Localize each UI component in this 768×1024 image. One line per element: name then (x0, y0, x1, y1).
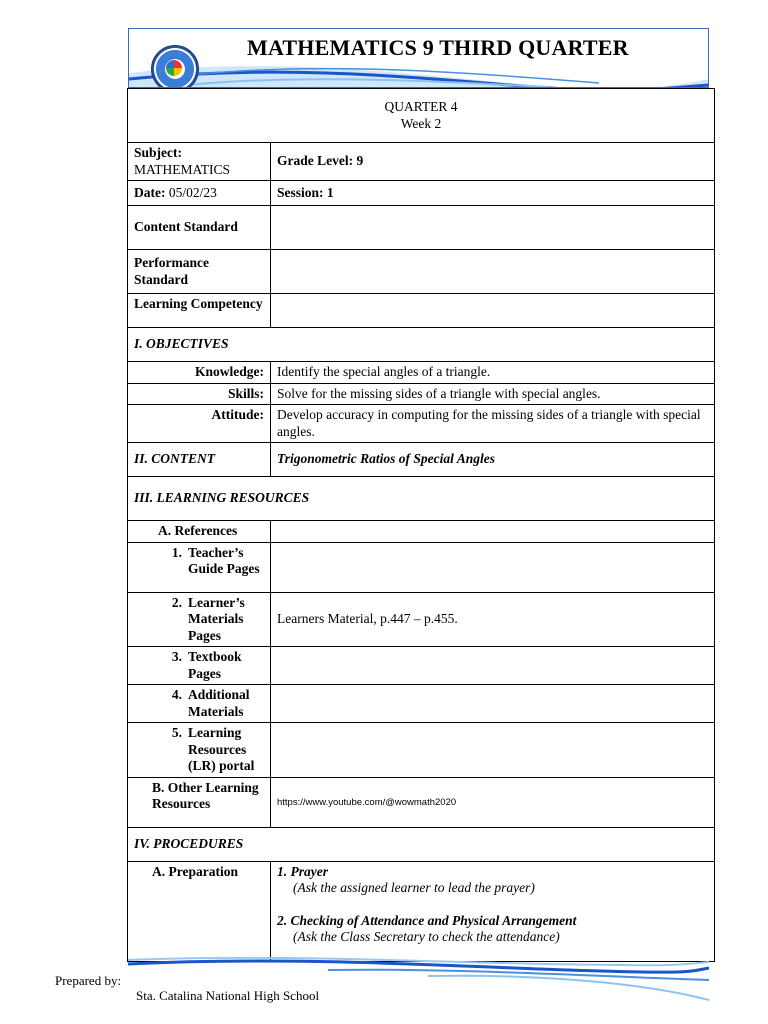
youtube-link[interactable]: https://www.youtube.com/@wowmath2020 (277, 796, 457, 808)
resource-label: Learning Resources (LR) portal (188, 725, 255, 773)
skills-value: Solve for the missing sides of a triangle with special angles. (271, 383, 715, 405)
resource-row-textbook (128, 647, 715, 685)
content-standard-row (128, 206, 715, 250)
document-header (128, 28, 709, 88)
resource-value (271, 685, 715, 723)
objectives-heading: I. OBJECTIVES (128, 328, 715, 362)
date-label: Date: (134, 184, 166, 200)
resource-value: Learners Material, p.447 – p.455. (271, 592, 715, 647)
performance-standard-value (271, 250, 715, 294)
grade-level-label: Grade Level: 9 (271, 143, 715, 181)
resource-value (271, 647, 715, 685)
references-label: A. References (128, 521, 271, 543)
subject-value: MATHEMATICS (134, 161, 231, 177)
resource-row-lr-portal (128, 723, 715, 778)
quarter-label: QUARTER 4 (384, 99, 458, 114)
knowledge-label: Knowledge: (128, 362, 271, 384)
other-resources-label: B. Other Learning Resources (128, 777, 271, 827)
lesson-plan-table (127, 88, 715, 962)
learning-resources-heading: III. LEARNING RESOURCES (128, 477, 715, 521)
step-attendance-note: (Ask the Class Secretary to check the attendance) (293, 929, 560, 944)
resource-number: 3. (171, 649, 182, 664)
performance-standard-row (128, 250, 715, 294)
resource-row-teachers-guide (128, 542, 715, 592)
subject-label: Subject: (134, 145, 182, 160)
school-name: Sta. Catalina National High School (136, 988, 320, 1003)
objectives-heading-row (128, 328, 715, 362)
resource-number: 5. (171, 725, 182, 740)
resource-number: 4. (171, 687, 182, 702)
references-row (128, 521, 715, 543)
learning-competency-label: Learning Competency (128, 294, 271, 328)
resource-value (271, 723, 715, 778)
resource-number: 2. (171, 594, 182, 610)
procedures-heading-row (128, 827, 715, 861)
content-standard-label: Content Standard (128, 206, 271, 250)
content-heading: II. CONTENT (128, 443, 271, 477)
performance-standard-label: Performance Standard (128, 250, 271, 294)
knowledge-row (128, 362, 715, 384)
other-resources-row (128, 777, 715, 827)
resource-label: Additional Materials (188, 687, 250, 719)
knowledge-value: Identify the special angles of a triangle. (271, 362, 715, 384)
date-row (128, 181, 715, 206)
learning-resources-heading-row (128, 477, 715, 521)
skills-label: Skills: (128, 383, 271, 405)
preparation-label: A. Preparation (128, 861, 271, 961)
attitude-value: Develop accuracy in computing for the missing sides of a triangle with special angles. (271, 405, 715, 443)
resource-label: Textbook Pages (188, 649, 242, 681)
resource-value (271, 542, 715, 592)
attitude-row (128, 405, 715, 443)
step-prayer-title: 1. Prayer (277, 863, 328, 879)
step-attendance-title: 2. Checking of Attendance and Physical Arrangement (277, 912, 577, 928)
deped-seal-icon (151, 45, 199, 88)
preparation-row (128, 861, 715, 961)
resource-row-additional-materials (128, 685, 715, 723)
subject-row (128, 143, 715, 181)
resource-row-learners-materials (128, 592, 715, 647)
content-value: Trigonometric Ratios of Special Angles (271, 443, 715, 477)
resource-label: Learner’s Materials Pages (188, 594, 245, 643)
date-value: 05/02/23 (168, 184, 217, 200)
procedures-heading: IV. PROCEDURES (128, 827, 715, 861)
content-standard-value (271, 206, 715, 250)
document-title: MATHEMATICS 9 THIRD QUARTER (247, 35, 629, 60)
session-label: Session: 1 (271, 181, 715, 206)
step-prayer-note: (Ask the assigned learner to lead the prayer) (293, 880, 535, 895)
content-row (128, 443, 715, 477)
prepared-by-label: Prepared by: (55, 973, 122, 988)
week-label: Week 2 (400, 115, 442, 131)
skills-row (128, 383, 715, 405)
attitude-label: Attitude: (128, 405, 271, 443)
learning-competency-row (128, 294, 715, 328)
learning-competency-value (271, 294, 715, 328)
resource-number: 1. (171, 544, 182, 560)
quarter-row (128, 89, 715, 143)
resource-label: Teacher’s Guide Pages (188, 544, 260, 576)
